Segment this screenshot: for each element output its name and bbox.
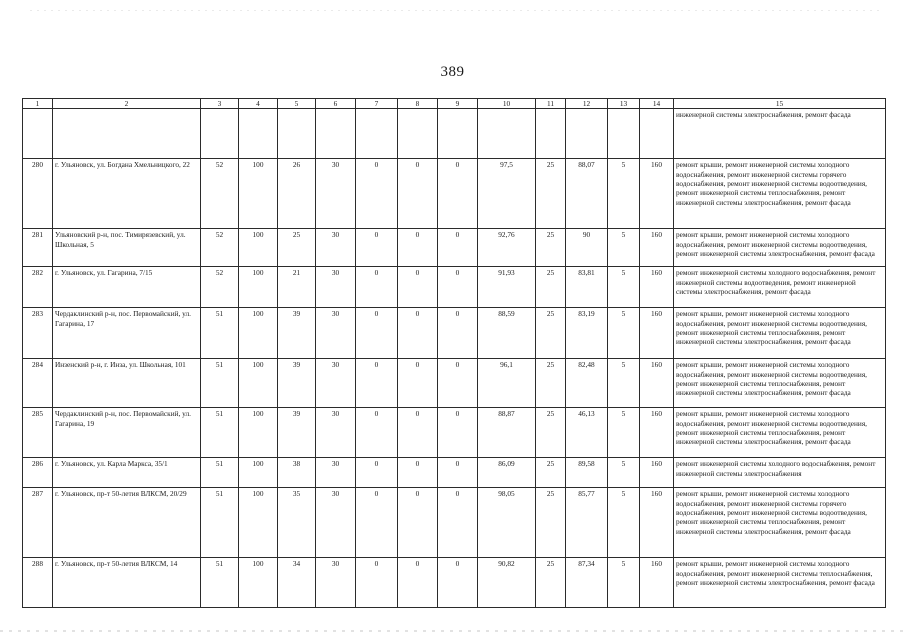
cell-col-13: 5: [608, 458, 640, 488]
cell-col-14: 160: [640, 558, 674, 608]
cell-col-7: 0: [356, 488, 398, 558]
cell-col-13: 5: [608, 408, 640, 458]
cell-address: г. Ульяновск, ул. Богдана Хмельницкого, 22: [53, 159, 201, 229]
cell-empty: [640, 109, 674, 159]
cell-address: г. Ульяновск, пр-т 50-летия ВЛКСМ, 20/29: [53, 488, 201, 558]
table-row: [23, 267, 886, 308]
cell-col-5: 39: [278, 408, 316, 458]
cell-col-8: 0: [398, 308, 438, 359]
cell-col-8: 0: [398, 267, 438, 308]
cell-col-12: 82,48: [566, 359, 608, 408]
cell-col-9: 0: [438, 359, 478, 408]
cell-col-8: 0: [398, 558, 438, 608]
cell-col-12: 83,81: [566, 267, 608, 308]
cell-address: Чердаклинский р-н, пос. Первомайский, ул. Гагарина, 19: [53, 408, 201, 458]
cell-address: г. Ульяновск, пр-т 50-летия ВЛКСМ, 14: [53, 558, 201, 608]
cell-col-8: 0: [398, 488, 438, 558]
cell-row-number: 285: [23, 408, 53, 458]
cell-col-4: 100: [239, 229, 278, 267]
cell-col-3: 52: [201, 229, 239, 267]
cell-col-7: 0: [356, 359, 398, 408]
cell-col-7: 0: [356, 408, 398, 458]
cell-col-14: 160: [640, 308, 674, 359]
cell-address: Инзенский р-н, г. Инза, ул. Школьная, 101: [53, 359, 201, 408]
cell-col-11: 25: [536, 267, 566, 308]
cell-col-5: 34: [278, 558, 316, 608]
column-header: 1: [23, 99, 53, 109]
cell-work-types: ремонт крыши, ремонт инженерной системы холодного водоснабжения, ремонт инженерной системы водоотведения, ремонт инженерной системы теплоснабжения, ремонт инженерной системы электроснабжения, ремонт фасада: [674, 359, 886, 408]
cell-col-9: 0: [438, 308, 478, 359]
cell-row-number: 280: [23, 159, 53, 229]
cell-work-types: ремонт крыши, ремонт инженерной системы холодного водоснабжения, ремонт инженерной системы водоотведения, ремонт инженерной системы электроснабжения, ремонт фасада: [674, 229, 886, 267]
cell-col-10: 91,93: [478, 267, 536, 308]
cell-work-types: ремонт крыши, ремонт инженерной системы холодного водоснабжения, ремонт инженерной системы горячего водоснабжения, ремонт инженерной системы водоотведения, ремонт инженерной системы теплоснабжения, ремонт инженерной системы электроснабжения, ремонт фасада: [674, 159, 886, 229]
cell-col-9: 0: [438, 458, 478, 488]
cell-col-12: 89,58: [566, 458, 608, 488]
cell-col-4: 100: [239, 558, 278, 608]
cell-col-7: 0: [356, 558, 398, 608]
column-header: 14: [640, 99, 674, 109]
table-row: [23, 458, 886, 488]
cell-col-9: 0: [438, 558, 478, 608]
cell-col-4: 100: [239, 267, 278, 308]
cell-col-13: 5: [608, 359, 640, 408]
cell-col-3: 52: [201, 267, 239, 308]
column-header: 11: [536, 99, 566, 109]
cell-row-number: 286: [23, 458, 53, 488]
cell-empty: [278, 109, 316, 159]
cell-empty: [438, 109, 478, 159]
cell-row-number: 281: [23, 229, 53, 267]
cell-col-13: 5: [608, 229, 640, 267]
cell-empty: [201, 109, 239, 159]
cell-empty: [478, 109, 536, 159]
cell-address: Чердаклинский р-н, пос. Первомайский, ул. Гагарина, 17: [53, 308, 201, 359]
cell-col-10: 90,82: [478, 558, 536, 608]
continuation-row: [23, 109, 886, 159]
cell-col-8: 0: [398, 229, 438, 267]
cell-empty: [53, 109, 201, 159]
cell-col-14: 160: [640, 408, 674, 458]
column-header: 12: [566, 99, 608, 109]
cell-col-12: 83,19: [566, 308, 608, 359]
cell-col-4: 100: [239, 488, 278, 558]
column-header: 3: [201, 99, 239, 109]
table-row: [23, 359, 886, 408]
cell-col-7: 0: [356, 458, 398, 488]
cell-col-6: 30: [316, 488, 356, 558]
column-header: 2: [53, 99, 201, 109]
cell-col-10: 98,05: [478, 488, 536, 558]
cell-col-3: 51: [201, 458, 239, 488]
cell-col-4: 100: [239, 359, 278, 408]
cell-col-5: 26: [278, 159, 316, 229]
cell-col-13: 5: [608, 488, 640, 558]
cell-col-14: 160: [640, 458, 674, 488]
cell-col-10: 96,1: [478, 359, 536, 408]
cell-col-10: 86,09: [478, 458, 536, 488]
cell-empty: [356, 109, 398, 159]
cell-col-9: 0: [438, 229, 478, 267]
cell-col-5: 25: [278, 229, 316, 267]
cell-col-3: 51: [201, 308, 239, 359]
cell-col-9: 0: [438, 267, 478, 308]
cell-col-11: 25: [536, 408, 566, 458]
cell-col-3: 51: [201, 359, 239, 408]
cell-col-9: 0: [438, 159, 478, 229]
cell-col-8: 0: [398, 359, 438, 408]
cell-col-14: 160: [640, 159, 674, 229]
cell-col-6: 30: [316, 159, 356, 229]
column-header: 6: [316, 99, 356, 109]
table-row: [23, 488, 886, 558]
repair-program-table: [22, 98, 886, 608]
cell-col-11: 25: [536, 359, 566, 408]
cell-col-13: 5: [608, 267, 640, 308]
cell-empty: [23, 109, 53, 159]
cell-col-6: 30: [316, 458, 356, 488]
cell-row-number: 288: [23, 558, 53, 608]
cell-col-3: 51: [201, 558, 239, 608]
table-row: [23, 229, 886, 267]
cell-col-12: 85,77: [566, 488, 608, 558]
cell-col-10: 88,87: [478, 408, 536, 458]
cell-row-number: 287: [23, 488, 53, 558]
cell-empty: [316, 109, 356, 159]
cell-col-12: 87,34: [566, 558, 608, 608]
scan-artifact-bottom: [0, 630, 905, 632]
table-row: [23, 558, 886, 608]
cell-col-5: 39: [278, 308, 316, 359]
column-header: 7: [356, 99, 398, 109]
cell-col-5: 39: [278, 359, 316, 408]
cell-col-9: 0: [438, 408, 478, 458]
cell-col-7: 0: [356, 159, 398, 229]
cell-col-13: 5: [608, 308, 640, 359]
cell-address: Ульяновский р-н, пос. Тимирязевский, ул. Школьная, 5: [53, 229, 201, 267]
column-header: 5: [278, 99, 316, 109]
cell-col-14: 160: [640, 229, 674, 267]
cell-col-10: 97,5: [478, 159, 536, 229]
cell-work-types: ремонт инженерной системы холодного водоснабжения, ремонт инженерной системы электроснабжения: [674, 458, 886, 488]
cell-col-7: 0: [356, 308, 398, 359]
cell-col-4: 100: [239, 458, 278, 488]
cell-col-11: 25: [536, 488, 566, 558]
scan-artifact-top: [30, 10, 880, 11]
cell-col-5: 38: [278, 458, 316, 488]
cell-col-6: 30: [316, 558, 356, 608]
cell-col-14: 160: [640, 488, 674, 558]
header-row: [23, 99, 886, 109]
cell-col-3: 51: [201, 408, 239, 458]
cell-col-7: 0: [356, 229, 398, 267]
cell-col-11: 25: [536, 558, 566, 608]
cell-empty: [398, 109, 438, 159]
column-header: 4: [239, 99, 278, 109]
cell-col-8: 0: [398, 458, 438, 488]
cell-col-10: 92,76: [478, 229, 536, 267]
table-row: [23, 159, 886, 229]
cell-empty: [239, 109, 278, 159]
page-number: 389: [440, 64, 465, 80]
cell-row-number: 283: [23, 308, 53, 359]
cell-col-12: 88,07: [566, 159, 608, 229]
cell-col-14: 160: [640, 267, 674, 308]
cell-address: г. Ульяновск, ул. Гагарина, 7/15: [53, 267, 201, 308]
cell-col-13: 5: [608, 159, 640, 229]
cell-work-types: ремонт крыши, ремонт инженерной системы холодного водоснабжения, ремонт инженерной системы водоотведения, ремонт инженерной системы теплоснабжения, ремонт инженерной системы электроснабжения, ремонт фасада: [674, 308, 886, 359]
cell-col-14: 160: [640, 359, 674, 408]
column-header: 8: [398, 99, 438, 109]
cell-col-11: 25: [536, 159, 566, 229]
cell-col-3: 51: [201, 488, 239, 558]
cell-col-5: 35: [278, 488, 316, 558]
cell-col-3: 52: [201, 159, 239, 229]
cell-col-9: 0: [438, 488, 478, 558]
cell-col-6: 30: [316, 308, 356, 359]
cell-col-4: 100: [239, 159, 278, 229]
cell-work-types: ремонт крыши, ремонт инженерной системы холодного водоснабжения, ремонт инженерной системы водоотведения, ремонт инженерной системы теплоснабжения, ремонт инженерной системы электроснабжения, ремонт фасада: [674, 408, 886, 458]
table-row: [23, 308, 886, 359]
table-body: [23, 109, 886, 608]
cell-col-8: 0: [398, 159, 438, 229]
cell-work-types: ремонт крыши, ремонт инженерной системы холодного водоснабжения, ремонт инженерной системы теплоснабжения, ремонт инженерной системы электроснабжения, ремонт фасада: [674, 558, 886, 608]
cell-work-types: ремонт крыши, ремонт инженерной системы холодного водоснабжения, ремонт инженерной системы горячего водоснабжения, ремонт инженерной системы водоотведения, ремонт инженерной системы теплоснабжения, ремонт инженерной системы электроснабжения, ремонт фасада: [674, 488, 886, 558]
cell-col-6: 30: [316, 267, 356, 308]
column-header: 13: [608, 99, 640, 109]
cell-col-8: 0: [398, 408, 438, 458]
cell-col-6: 30: [316, 408, 356, 458]
column-header: 15: [674, 99, 886, 109]
cell-empty: [566, 109, 608, 159]
cell-col-13: 5: [608, 558, 640, 608]
cell-col-12: 46,13: [566, 408, 608, 458]
cell-row-number: 284: [23, 359, 53, 408]
cell-col-11: 25: [536, 229, 566, 267]
cell-col-7: 0: [356, 267, 398, 308]
cell-col-6: 30: [316, 359, 356, 408]
cell-empty: [608, 109, 640, 159]
cell-col-6: 30: [316, 229, 356, 267]
column-header: 10: [478, 99, 536, 109]
cell-empty: [536, 109, 566, 159]
cell-col-12: 90: [566, 229, 608, 267]
cell-col-4: 100: [239, 308, 278, 359]
cell-address: г. Ульяновск, ул. Карла Маркса, 35/1: [53, 458, 201, 488]
cell-work-types: инженерной системы электроснабжения, ремонт фасада: [674, 109, 886, 159]
cell-row-number: 282: [23, 267, 53, 308]
cell-col-11: 25: [536, 308, 566, 359]
table-row: [23, 408, 886, 458]
cell-col-5: 21: [278, 267, 316, 308]
cell-work-types: ремонт инженерной системы холодного водоснабжения, ремонт инженерной системы водоотведения, ремонт инженерной системы электроснабжения, ремонт фасада: [674, 267, 886, 308]
cell-col-11: 25: [536, 458, 566, 488]
cell-col-4: 100: [239, 408, 278, 458]
cell-col-10: 88,59: [478, 308, 536, 359]
column-header: 9: [438, 99, 478, 109]
